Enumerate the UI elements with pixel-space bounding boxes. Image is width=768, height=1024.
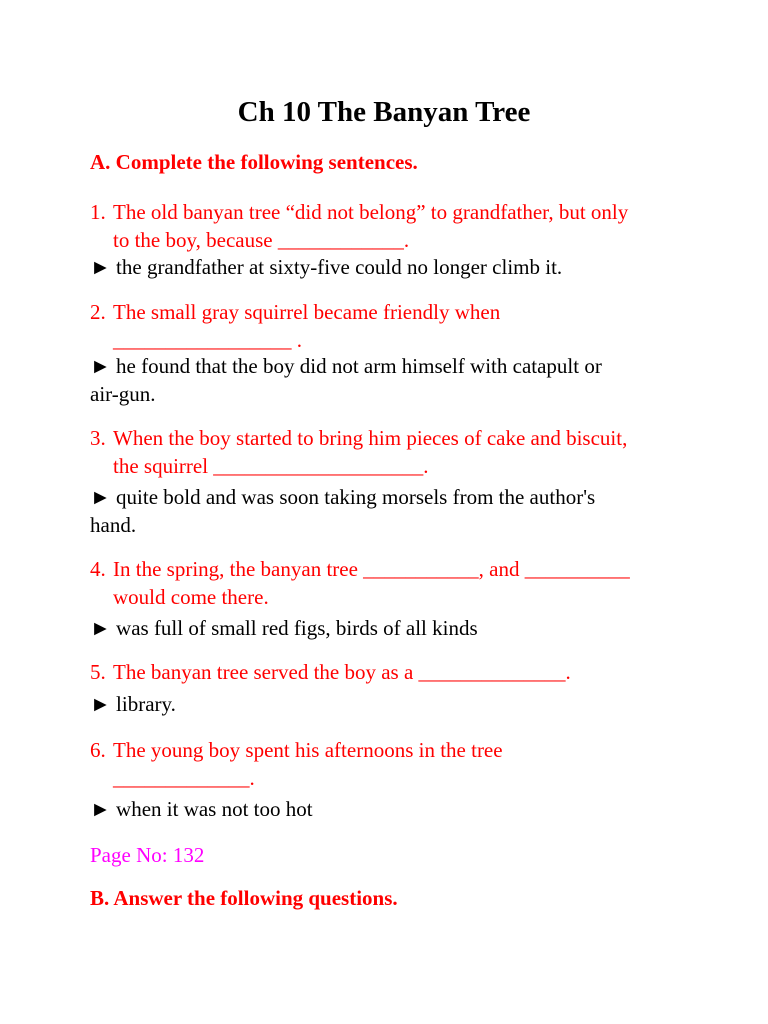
- question-number: 1.: [90, 200, 106, 224]
- answer-text-line1: ► quite bold and was soon taking morsels from the author's: [90, 485, 596, 509]
- question-number: 3.: [90, 426, 106, 450]
- answer-text-line1: ► he found that the boy did not arm himself with catapult or: [90, 354, 602, 378]
- question-number: 4.: [90, 557, 106, 581]
- question-2: [90, 299, 690, 354]
- question-text-line1: The small gray squirrel became friendly when: [113, 300, 501, 324]
- answer-text-line1: ► the grandfather at sixty-five could no longer climb it.: [90, 255, 563, 279]
- question-text-line1: In the spring, the banyan tree ___________, and __________: [113, 557, 630, 581]
- question-3: [90, 425, 690, 480]
- question-number: 2.: [90, 300, 106, 324]
- question-6: [90, 737, 690, 792]
- question-number: 5.: [90, 660, 106, 684]
- answer-4: [90, 615, 690, 643]
- answer-2: [90, 353, 690, 408]
- question-number: 6.: [90, 738, 106, 762]
- page-title: Ch 10 The Banyan Tree: [237, 96, 531, 128]
- question-text-line2: _____________.: [113, 765, 255, 790]
- answer-text-line2: hand.: [90, 512, 137, 537]
- question-text-line2: to the boy, because ____________.: [113, 227, 410, 252]
- question-text-line1: The young boy spent his afternoons in the tree: [113, 738, 503, 762]
- question-text-line1: When the boy started to bring him pieces of cake and biscuit,: [113, 426, 628, 450]
- question-text-line2: would come there.: [113, 584, 269, 609]
- question-5: [90, 659, 690, 687]
- answer-3: [90, 484, 690, 539]
- question-1: [90, 199, 690, 254]
- section-b-heading: B. Answer the following questions.: [90, 886, 398, 910]
- answer-5: [90, 691, 690, 719]
- section-a-heading: A. Complete the following sentences.: [90, 150, 418, 174]
- answer-6: [90, 796, 690, 824]
- question-text-line1: The old banyan tree “did not belong” to grandfather, but only: [113, 200, 629, 224]
- question-text-line2: the squirrel ____________________.: [113, 453, 429, 478]
- question-text-line1: The banyan tree served the boy as a ______________.: [113, 660, 571, 684]
- answer-text-line1: ► was full of small red figs, birds of all kinds: [90, 616, 478, 640]
- answer-1: [90, 254, 690, 282]
- answer-text-line2: air-gun.: [90, 381, 156, 406]
- answer-text-line1: ► library.: [90, 692, 176, 716]
- question-text-line2: _________________ .: [113, 327, 302, 352]
- answer-text-line1: ► when it was not too hot: [90, 797, 313, 821]
- question-4: [90, 556, 690, 611]
- page-number: Page No: 132: [90, 843, 205, 867]
